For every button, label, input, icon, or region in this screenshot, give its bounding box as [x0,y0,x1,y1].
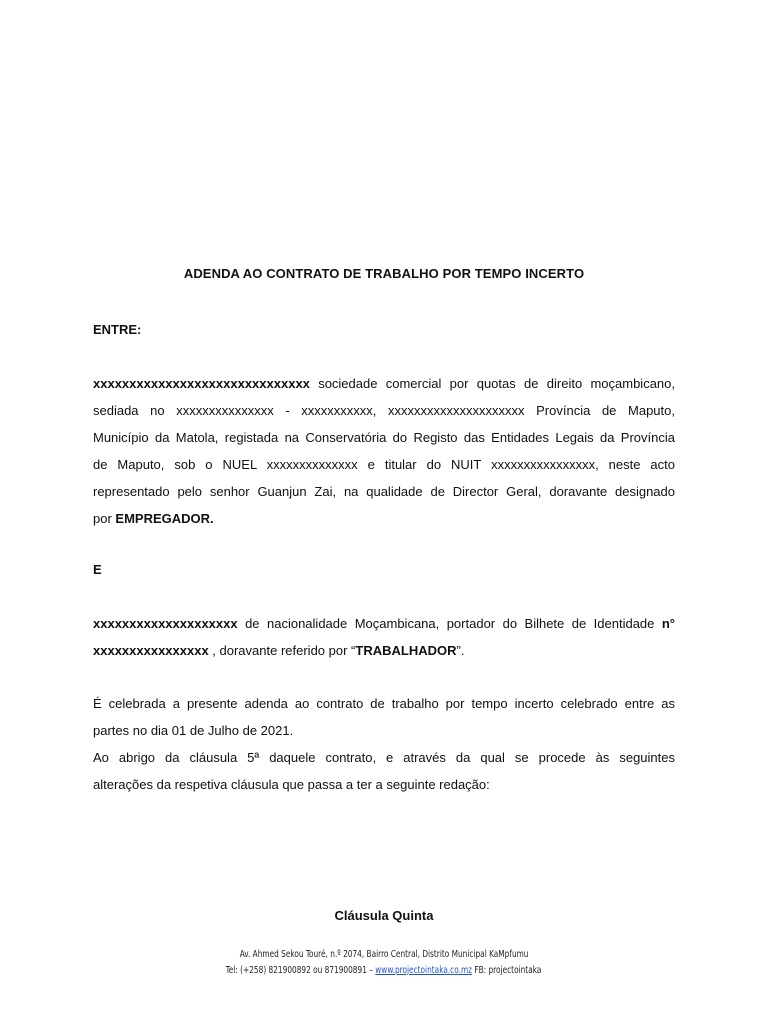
body-line-3: Ao abrigo da cláusula 5ª daquele contrato, e através da qual se procede às seguintes [93,750,675,765]
employer-line-2: sediada no xxxxxxxxxxxxxxx - xxxxxxxxxxx, xxxxxxxxxxxxxxxxxxxxx Província de Maputo, [93,403,675,418]
footer-address: Av. Ahmed Sekou Touré, n.º 2074, Bairro Central, Distrito Municipal KaMpfumu [239,949,529,960]
footer-facebook: FB: projectointaka [472,965,542,976]
worker-line-1-text: de nacionalidade Moçambicana, portador do Bilhete de Identidade [237,616,662,631]
document-title: ADENDA AO CONTRATO DE TRABALHO POR TEMPO INCERTO [183,266,585,281]
worker-id-number: xxxxxxxxxxxxxxxx [93,643,209,658]
body-line-4: alterações da respetiva cláusula que passa a ter a seguinte redação: [93,777,490,792]
employer-line-6-prefix: por [93,511,116,526]
body-paragraph [93,690,675,798]
employer-line-1-text: sociedade comercial por quotas de direito moçambicano, [309,376,675,391]
employer-role: EMPREGADOR. [115,511,214,526]
employer-name: xxxxxxxxxxxxxxxxxxxxxxxxxxxxxx [93,376,310,391]
worker-line-2-end: ”. [456,643,465,658]
worker-name: xxxxxxxxxxxxxxxxxxxx [93,616,238,631]
footer-website-link[interactable]: www.projectointaka.co.mz [375,965,473,976]
employer-line-1 [93,370,675,397]
employer-line-5: representado pelo senhor Guanjun Zai, na qualidade de Director Geral, doravante designado [93,484,675,499]
worker-line-1 [93,610,675,637]
footer-contact-line [0,965,768,976]
worker-role: TRABALHADOR [355,643,457,658]
e-label: E [93,562,102,577]
employer-paragraph [93,370,675,532]
body-line-1: É celebrada a presente adenda ao contrato de trabalho por tempo incerto celebrado entre as [93,696,675,711]
employer-line-3: Município da Matola, registada na Conservatória do Registo das Entidades Legais da Província [93,430,675,445]
worker-id-label: n° [661,616,675,631]
footer-address-line [0,949,768,960]
footer-contact [226,965,542,976]
clause-title: Cláusula Quinta [334,908,434,923]
footer-phone: Tel: (+258) 821900892 ou 871900891 – [226,965,376,976]
worker-line-2 [93,637,675,664]
employer-line-6 [93,505,675,532]
employer-line-4: de Maputo, sob o NUEL xxxxxxxxxxxxxx e titular do NUIT xxxxxxxxxxxxxxxx, neste acto [93,457,675,472]
body-line-2: partes no dia 01 de Julho de 2021. [93,723,294,738]
worker-paragraph [93,610,675,664]
worker-line-2-text: , doravante referido por “ [208,643,356,658]
entre-label: ENTRE: [93,322,142,337]
